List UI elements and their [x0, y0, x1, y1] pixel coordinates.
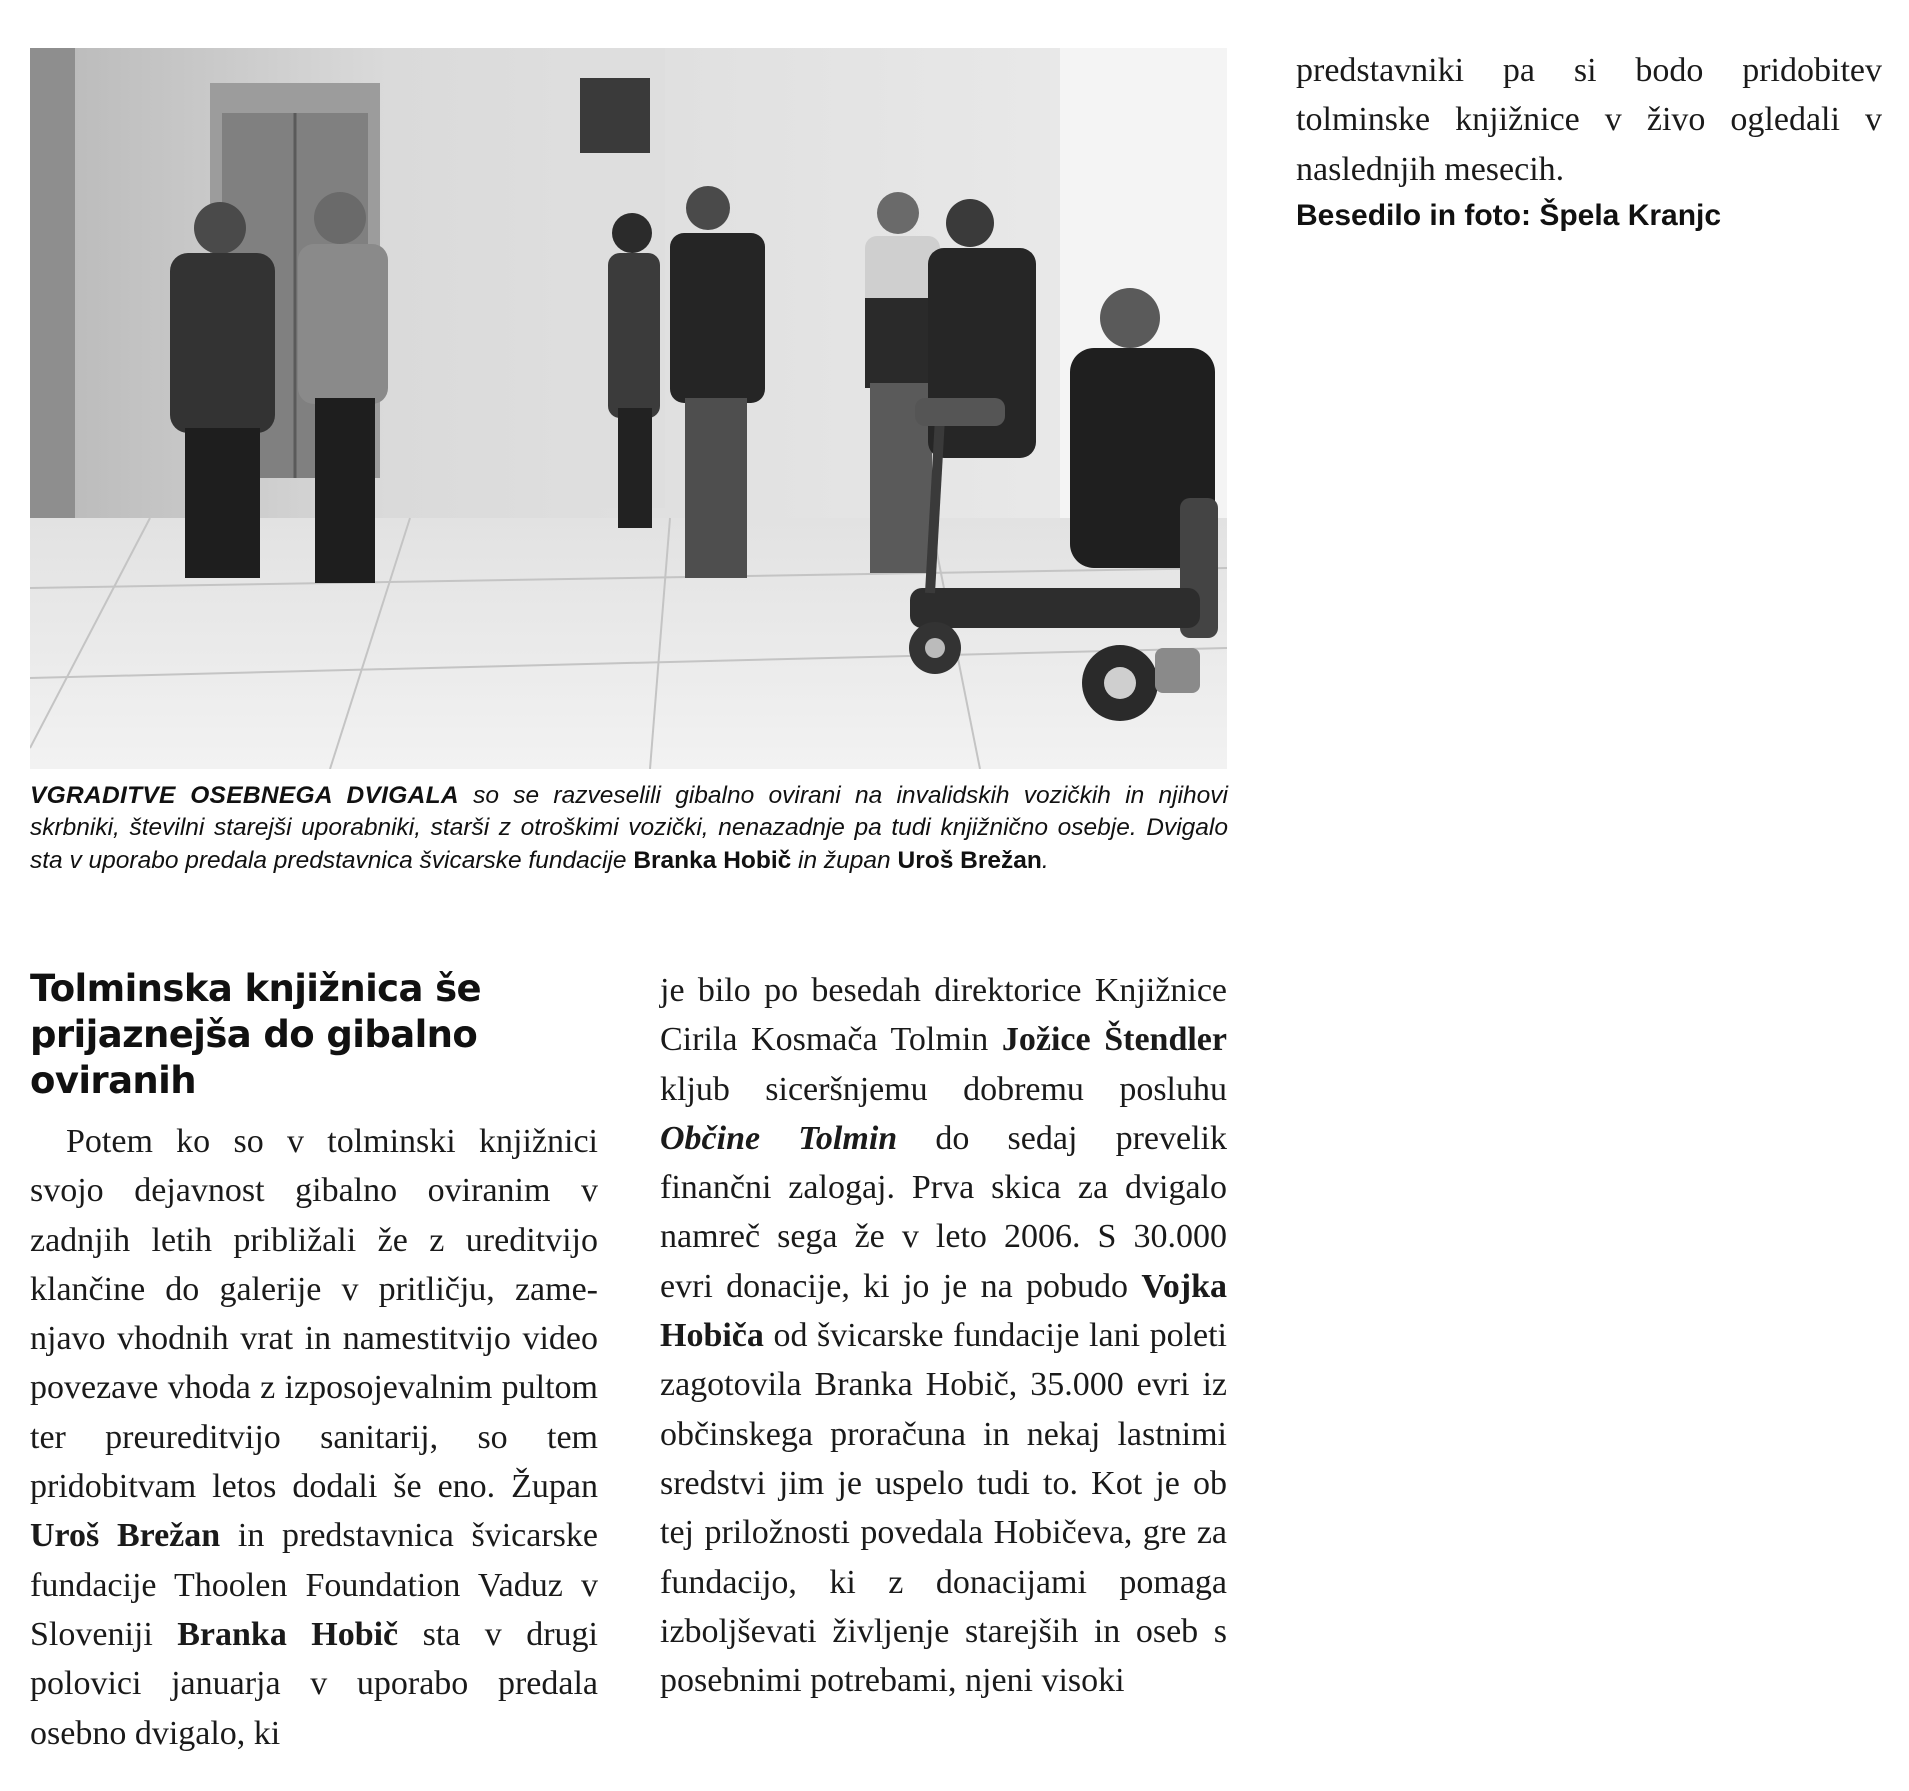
body-text: in predstavnica švicarske fundacije Thoolen Foundation Vaduz v Sloveniji: [30, 1517, 598, 1653]
body-text: Potem ko so v tolminski knjižnici svojo dejavnost gibalno oviranim v zadnjih letih približali že z ureditvijo klančine do galerije v pritličju, zamenjavo vhodnih vrat in namestitvijo video povezave vhoda z izposojevalnim pultom ter preureditvijo sanitarij, so tem pridobitvam letos dodali še eno. Župan: [30, 1123, 598, 1506]
body-text: do sedaj prevelik finančni zalogaj. Prva skica za dvigalo namreč sega že v leto 2006. S 30.000 evri donacije, ki jo je na pobudo: [660, 1119, 1227, 1305]
caption-lead: VGRADITVE OSEBNEGA DVIGALA: [30, 782, 459, 809]
article-column-3: [1296, 46, 1882, 194]
photo-caption: [30, 780, 1228, 877]
organization-name: Občine Tolmin: [660, 1119, 898, 1157]
person-name: Vojka Hobiča: [660, 1267, 1227, 1355]
person-name: Jožice Štendler: [1001, 1021, 1227, 1059]
body-text: sta v drugi polovici januarja v uporabo predala osebno dvigalo, ki: [30, 1615, 598, 1752]
caption-text: so se razveselili gibalno ovirani na invalidskih vozičkih in njihovi skrbniki, številni starejši uporabniki, starši z otroškimi vozički, nenazadnje pa tudi knjižnično osebje. Dvigalo sta v uporabo predala predstavnica švicarske fundacije: [30, 782, 1228, 874]
person-name: Branka Hobič: [177, 1615, 399, 1653]
article-byline: Besedilo in foto: Špela Kranjc: [1296, 199, 1722, 232]
article-headline: Tolminska knjižnica še prijaznejša do gibalno oviranih: [30, 967, 482, 1102]
person-name: Uroš Brežan: [30, 1517, 221, 1555]
caption-text: .: [1041, 846, 1049, 874]
caption-name: Branka Hobič: [633, 846, 792, 874]
article-column-2: [660, 966, 1227, 1705]
body-text: kljub siceršnjemu dobremu posluhu: [660, 1070, 1227, 1108]
body-text: predstavniki pa si bodo pridobitev tolminske knjižnice v živo ogledali v naslednjih mesecih.: [1296, 52, 1882, 188]
article-column-1: [30, 1117, 598, 1758]
body-text: je bilo po besedah direktorice Knjižnice Cirila Kosmača Tolmin: [660, 972, 1227, 1059]
body-text: od švicarske fundacije lani poleti zagotovila Branka Hobič, 35.000 evri iz občinskega proračuna in nekaj lastnimi sredstvi jim je uspelo tudi to. Kot je ob tej priložnosti povedala Hobičeva, gre za fundacijo, ki z donacijami pomaga izboljševati življenje starejših in oseb s posebnimi potrebami, njeni visoki: [660, 1317, 1227, 1700]
caption-text: in župan: [791, 846, 898, 874]
caption-name: Uroš Brežan: [897, 846, 1042, 874]
article-photo: [30, 48, 1227, 769]
